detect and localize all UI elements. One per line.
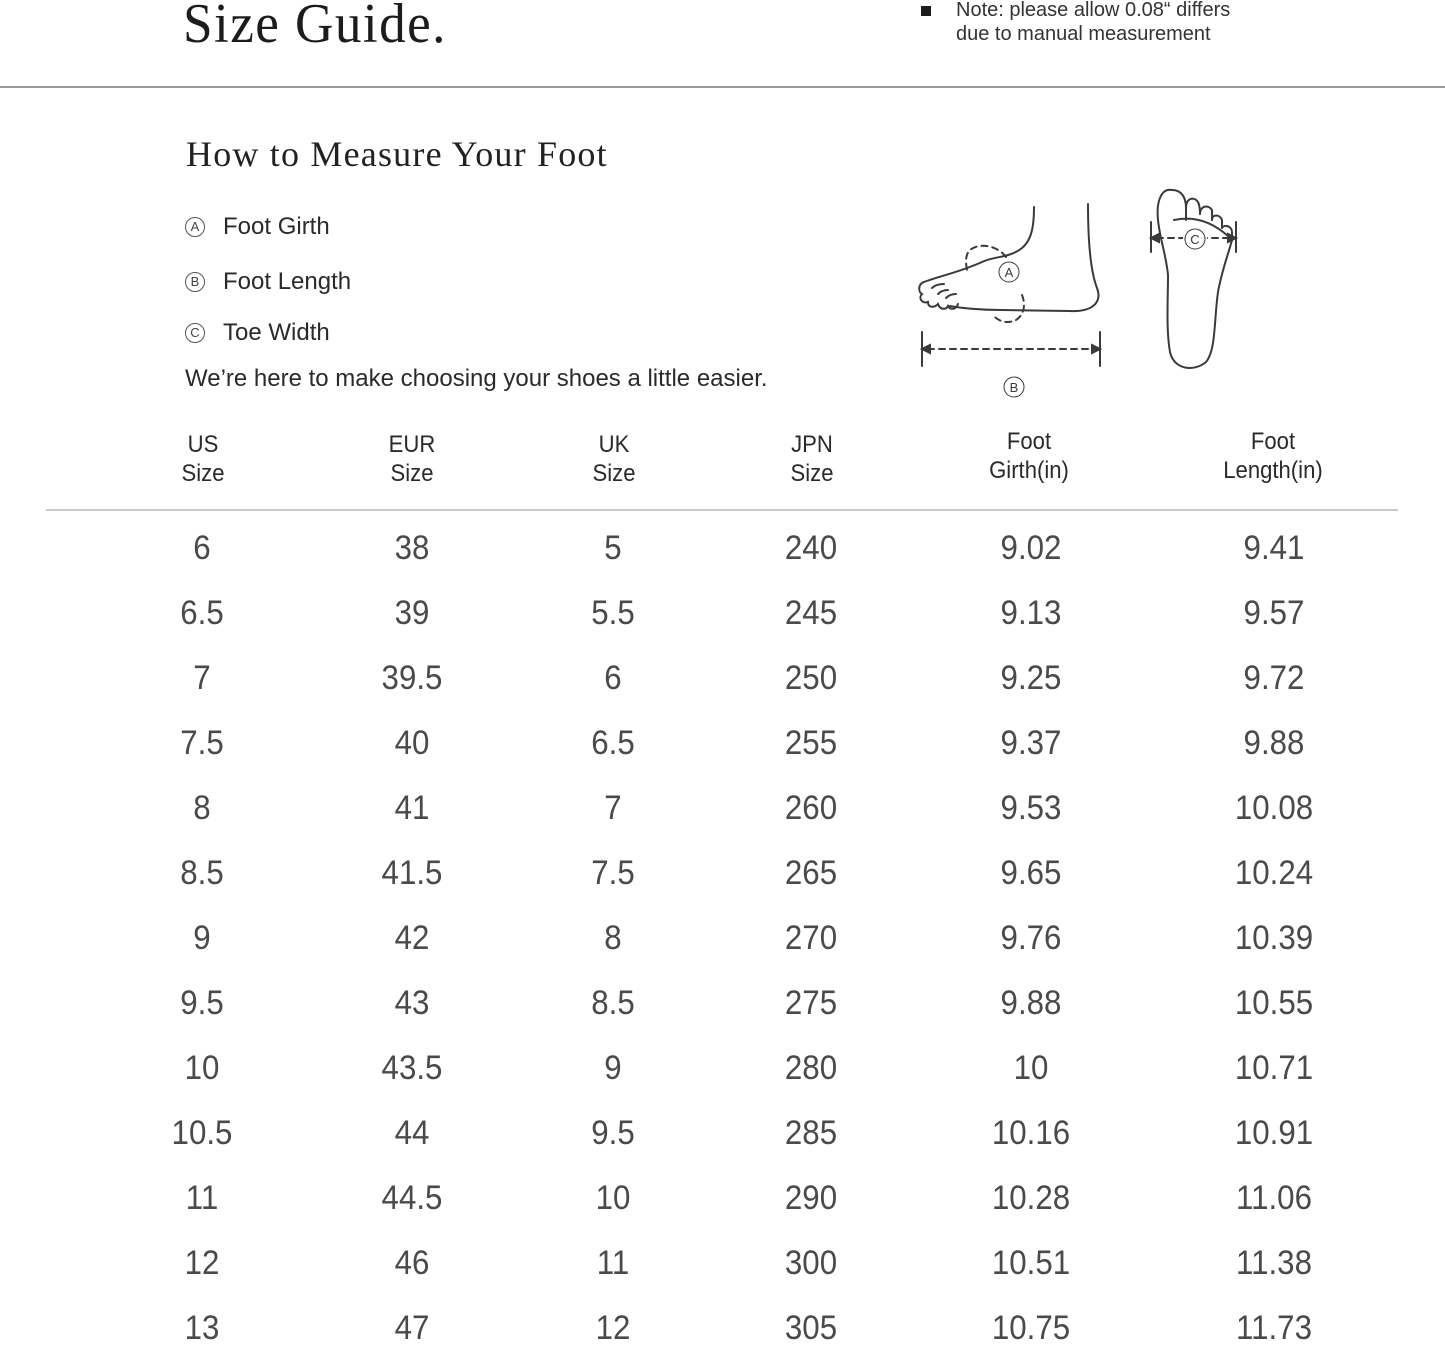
column-header-foot-length xyxy=(1181,427,1365,485)
cell-jpn-size: 285 xyxy=(784,1114,838,1152)
cell-foot-girth: 9.76 xyxy=(1000,919,1062,957)
cell-uk-size: 5.5 xyxy=(591,594,635,632)
cell-eur-size: 44.5 xyxy=(381,1179,443,1217)
cell-jpn-size: 290 xyxy=(784,1179,838,1217)
cell-foot-girth: 10 xyxy=(1013,1049,1049,1087)
cell-foot-length: 10.55 xyxy=(1234,984,1314,1022)
cell-foot-length: 9.72 xyxy=(1243,659,1305,697)
cell-uk-size: 8.5 xyxy=(591,984,635,1022)
cell-foot-girth: 9.02 xyxy=(1000,529,1062,567)
cell-eur-size: 41.5 xyxy=(381,854,443,892)
column-header-line: Size xyxy=(181,460,225,487)
cell-jpn-size: 260 xyxy=(784,789,838,827)
table-row xyxy=(0,720,1445,785)
size-table-header xyxy=(0,430,1445,500)
table-row xyxy=(0,525,1445,590)
column-header-line: Foot xyxy=(1006,428,1052,455)
table-row xyxy=(0,655,1445,720)
column-header-line: EUR xyxy=(388,431,436,458)
cell-jpn-size: 305 xyxy=(784,1309,838,1347)
legend-item-toe-width xyxy=(185,318,330,348)
cell-foot-length: 10.24 xyxy=(1234,854,1314,892)
cell-foot-girth: 9.37 xyxy=(1000,724,1062,762)
column-header-line: UK xyxy=(598,431,630,458)
cell-foot-girth: 10.75 xyxy=(991,1309,1071,1347)
column-header-line: US xyxy=(187,431,219,458)
cell-foot-length: 11.73 xyxy=(1236,1309,1312,1347)
header-divider xyxy=(0,86,1445,88)
cell-us-size: 6 xyxy=(193,529,211,567)
cell-eur-size: 41 xyxy=(394,789,430,827)
cell-eur-size: 43.5 xyxy=(381,1049,443,1087)
cell-foot-length: 11.38 xyxy=(1236,1244,1312,1282)
note-line-1: Note: please allow 0.08“ differs xyxy=(956,0,1231,21)
column-header-line: JPN xyxy=(791,431,833,458)
cell-us-size: 11 xyxy=(185,1179,219,1217)
legend-label: Toe Width xyxy=(223,319,330,346)
cell-uk-size: 9.5 xyxy=(591,1114,635,1152)
cell-us-size: 9 xyxy=(193,919,211,957)
legend-item-foot-girth xyxy=(185,212,330,242)
cell-us-size: 9.5 xyxy=(180,984,224,1022)
column-header-us-size xyxy=(111,430,295,488)
cell-us-size: 13 xyxy=(184,1309,220,1347)
legend-label: Foot Girth xyxy=(223,213,330,240)
diagram-label-b: B xyxy=(1009,380,1019,395)
page-title: Size Guide. xyxy=(183,0,447,55)
diagram-label-c: C xyxy=(1190,232,1200,247)
column-header-line: Size xyxy=(390,460,434,487)
table-row xyxy=(0,980,1445,1045)
circled-letter-b-icon: B xyxy=(185,272,205,292)
cell-foot-girth: 9.65 xyxy=(1000,854,1062,892)
cell-uk-size: 8 xyxy=(604,919,622,957)
column-header-line: Length(in) xyxy=(1223,457,1323,484)
cell-uk-size: 7.5 xyxy=(591,854,635,892)
cell-jpn-size: 280 xyxy=(784,1049,838,1087)
cell-eur-size: 44 xyxy=(394,1114,430,1152)
column-header-line: Girth(in) xyxy=(989,457,1069,484)
cell-us-size: 8.5 xyxy=(180,854,224,892)
cell-jpn-size: 250 xyxy=(784,659,838,697)
cell-uk-size: 5 xyxy=(604,529,622,567)
cell-foot-length: 9.88 xyxy=(1243,724,1305,762)
table-row xyxy=(0,785,1445,850)
cell-foot-girth: 10.51 xyxy=(991,1244,1071,1282)
cell-jpn-size: 270 xyxy=(784,919,838,957)
table-row xyxy=(0,1175,1445,1240)
cell-jpn-size: 275 xyxy=(784,984,838,1022)
tagline: We’re here to make choosing your shoes a little easier. xyxy=(185,365,768,392)
cell-foot-girth: 9.88 xyxy=(1000,984,1062,1022)
cell-foot-length: 10.39 xyxy=(1234,919,1314,957)
cell-foot-length: 10.08 xyxy=(1234,789,1314,827)
cell-us-size: 7.5 xyxy=(180,724,224,762)
cell-us-size: 8 xyxy=(193,789,211,827)
cell-uk-size: 9 xyxy=(604,1049,622,1087)
table-row xyxy=(0,850,1445,915)
cell-eur-size: 38 xyxy=(394,529,430,567)
side-foot-icon xyxy=(919,204,1100,397)
table-row xyxy=(0,1045,1445,1110)
note-line-2: due to manual measurement xyxy=(956,23,1211,45)
section-title: How to Measure Your Foot xyxy=(186,134,608,174)
circled-letter-c-icon: C xyxy=(185,323,205,343)
cell-us-size: 6.5 xyxy=(180,594,224,632)
cell-uk-size: 7 xyxy=(604,789,622,827)
column-header-jpn-size xyxy=(720,430,904,488)
cell-eur-size: 39 xyxy=(394,594,430,632)
square-bullet-icon xyxy=(921,6,931,16)
table-row xyxy=(0,1305,1445,1370)
cell-foot-length: 11.06 xyxy=(1236,1179,1312,1217)
note-text xyxy=(956,0,1230,46)
cell-uk-size: 6 xyxy=(604,659,622,697)
cell-eur-size: 47 xyxy=(394,1309,430,1347)
cell-foot-length: 9.57 xyxy=(1243,594,1305,632)
column-header-foot-girth xyxy=(937,427,1121,485)
cell-foot-length: 10.71 xyxy=(1234,1049,1314,1087)
cell-jpn-size: 245 xyxy=(784,594,838,632)
cell-eur-size: 43 xyxy=(394,984,430,1022)
cell-foot-length: 9.41 xyxy=(1243,529,1305,567)
cell-us-size: 10.5 xyxy=(171,1114,233,1152)
cell-uk-size: 12 xyxy=(595,1309,631,1347)
table-row xyxy=(0,915,1445,980)
column-header-line: Foot xyxy=(1250,428,1296,455)
size-table-body xyxy=(0,525,1445,1370)
cell-us-size: 10 xyxy=(184,1049,220,1087)
cell-eur-size: 39.5 xyxy=(381,659,443,697)
table-row xyxy=(0,590,1445,655)
cell-foot-girth: 9.25 xyxy=(1000,659,1062,697)
cell-foot-length: 10.91 xyxy=(1234,1114,1314,1152)
cell-foot-girth: 10.28 xyxy=(991,1179,1071,1217)
column-header-line: Size xyxy=(790,460,834,487)
foot-measurement-diagram xyxy=(910,180,1250,410)
cell-foot-girth: 10.16 xyxy=(991,1114,1071,1152)
table-row xyxy=(0,1110,1445,1175)
cell-eur-size: 42 xyxy=(394,919,430,957)
cell-jpn-size: 240 xyxy=(784,529,838,567)
cell-uk-size: 11 xyxy=(596,1244,630,1282)
cell-uk-size: 10 xyxy=(595,1179,631,1217)
cell-foot-girth: 9.53 xyxy=(1000,789,1062,827)
cell-jpn-size: 300 xyxy=(784,1244,838,1282)
table-row xyxy=(0,1240,1445,1305)
column-header-eur-size xyxy=(320,430,504,488)
column-header-line: Size xyxy=(592,460,636,487)
sole-foot-icon xyxy=(1151,190,1236,368)
cell-eur-size: 40 xyxy=(394,724,430,762)
circled-letter-a-icon: A xyxy=(185,217,205,237)
cell-jpn-size: 255 xyxy=(784,724,838,762)
diagram-label-a: A xyxy=(1004,265,1014,280)
table-header-divider xyxy=(46,509,1398,511)
cell-jpn-size: 265 xyxy=(784,854,838,892)
legend-item-foot-length xyxy=(185,267,351,297)
cell-us-size: 12 xyxy=(184,1244,220,1282)
cell-eur-size: 46 xyxy=(394,1244,430,1282)
cell-us-size: 7 xyxy=(193,659,211,697)
column-header-uk-size xyxy=(522,430,706,488)
legend-label: Foot Length xyxy=(223,268,352,295)
cell-foot-girth: 9.13 xyxy=(1000,594,1062,632)
cell-uk-size: 6.5 xyxy=(591,724,635,762)
